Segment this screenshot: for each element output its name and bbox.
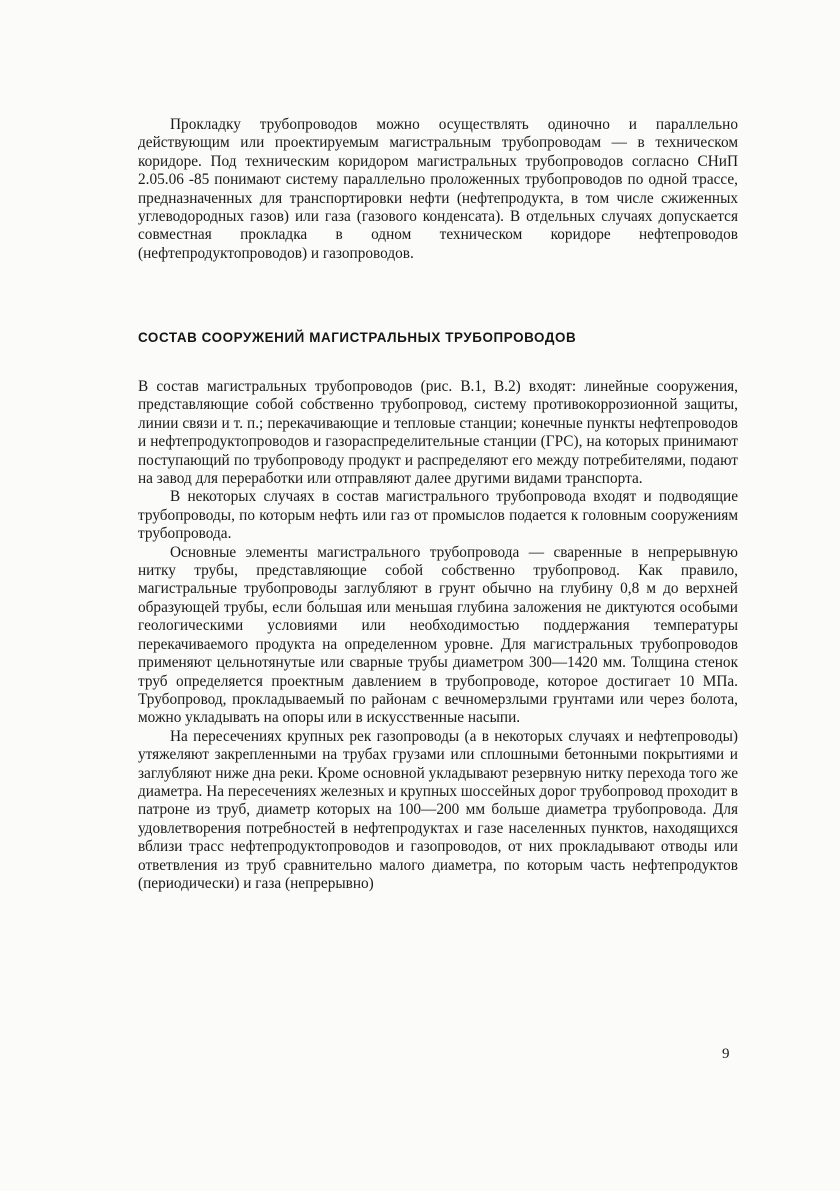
intro-section [138, 116, 738, 263]
body-paragraph-2: В некоторых случаях в состав магистрального трубопровода входят и подводящие трубопроводы, по которым нефть или газ от промыслов подается к головным сооружениям трубопровода. [138, 488, 738, 543]
body-paragraph-1: В состав магистральных трубопроводов (рис. В.1, В.2) входят: линейные сооружения, представляющие собой собственно трубопровод, систему противокоррозионной защиты, линии связи и т. п.; перекачивающие и тепловые станции; конечные пункты нефтепроводов и нефтепродуктопроводов и газораспределительные станции (ГРС), на которых принимают поступающий по трубопроводу продукт и распределяют его между потребителями, подают на завод для переработки или отправляют далее другими видами транспорта. [138, 378, 738, 488]
body-paragraph-3: Основные элементы магистрального трубопровода — сваренные в непрерывную нитку трубы, представляющие собой собственно трубопровод. Как правило, магистральные трубопроводы заглубляют в грунт обычно на глубину 0,8 м до верхней образующей трубы, если бо́льшая или меньшая глубина заложения не диктуются особыми геологическими условиями или необходимостью поддержания температуры перекачиваемого продукта на определенном уровне. Для магистральных трубопроводов применяют цельнотянутые или сварные трубы диаметром 300—1420 мм. Толщина стенок труб определяется проектным давлением в трубопроводе, которое достигает 10 МПа. Трубопровод, прокладываемый по районам с вечномерзлыми грунтами или через болота, можно укладывать на опоры или в искусственные насыпи. [138, 543, 738, 727]
body-paragraph-4: На пересечениях крупных рек газопроводы (а в некоторых случаях и нефтепроводы) утяжеляют закрепленными на трубах грузами или сплошными бетонными покрытиями и заглубляют ниже дна реки. Кроме основной укладывают резервную нитку перехода того же диаметра. На пересечениях железных и крупных шоссейных дорог трубопровод проходит в патроне из труб, диаметр которых на 100—200 мм больше диаметра трубопровода. Для удовлетворения потребностей в нефтепродуктах и газе населенных пунктов, находящихся вблизи трасс нефтепродуктопроводов и газопроводов, от них прокладывают отводы или ответвления из труб сравнительно малого диаметра, по которым часть нефтепродуктов (периодически) и газа (непрерывно) [138, 727, 738, 892]
intro-paragraph: Прокладку трубопроводов можно осуществлять одиночно и параллельно действующим или проектируемым магистральным трубопроводам — в техническом коридоре. Под техническим коридором магистральных трубопроводов согласно СНиП 2.05.06 -85 понимают систему параллельно проложенных трубопроводов по одной трассе, предназначенных для транспортировки нефти (нефтепродукта, в том числе сжиженных углеводородных газов) или газа (газового конденсата). В отдельных случаях допускается совместная прокладка в одном техническом коридоре нефтепроводов (нефтепродуктопроводов) и газопроводов. [138, 116, 738, 262]
section-heading: СОСТАВ СООРУЖЕНИЙ МАГИСТРАЛЬНЫХ ТРУБОПРОВОДОВ [138, 330, 577, 345]
page-number: 9 [722, 1046, 730, 1062]
body-section [138, 378, 738, 893]
